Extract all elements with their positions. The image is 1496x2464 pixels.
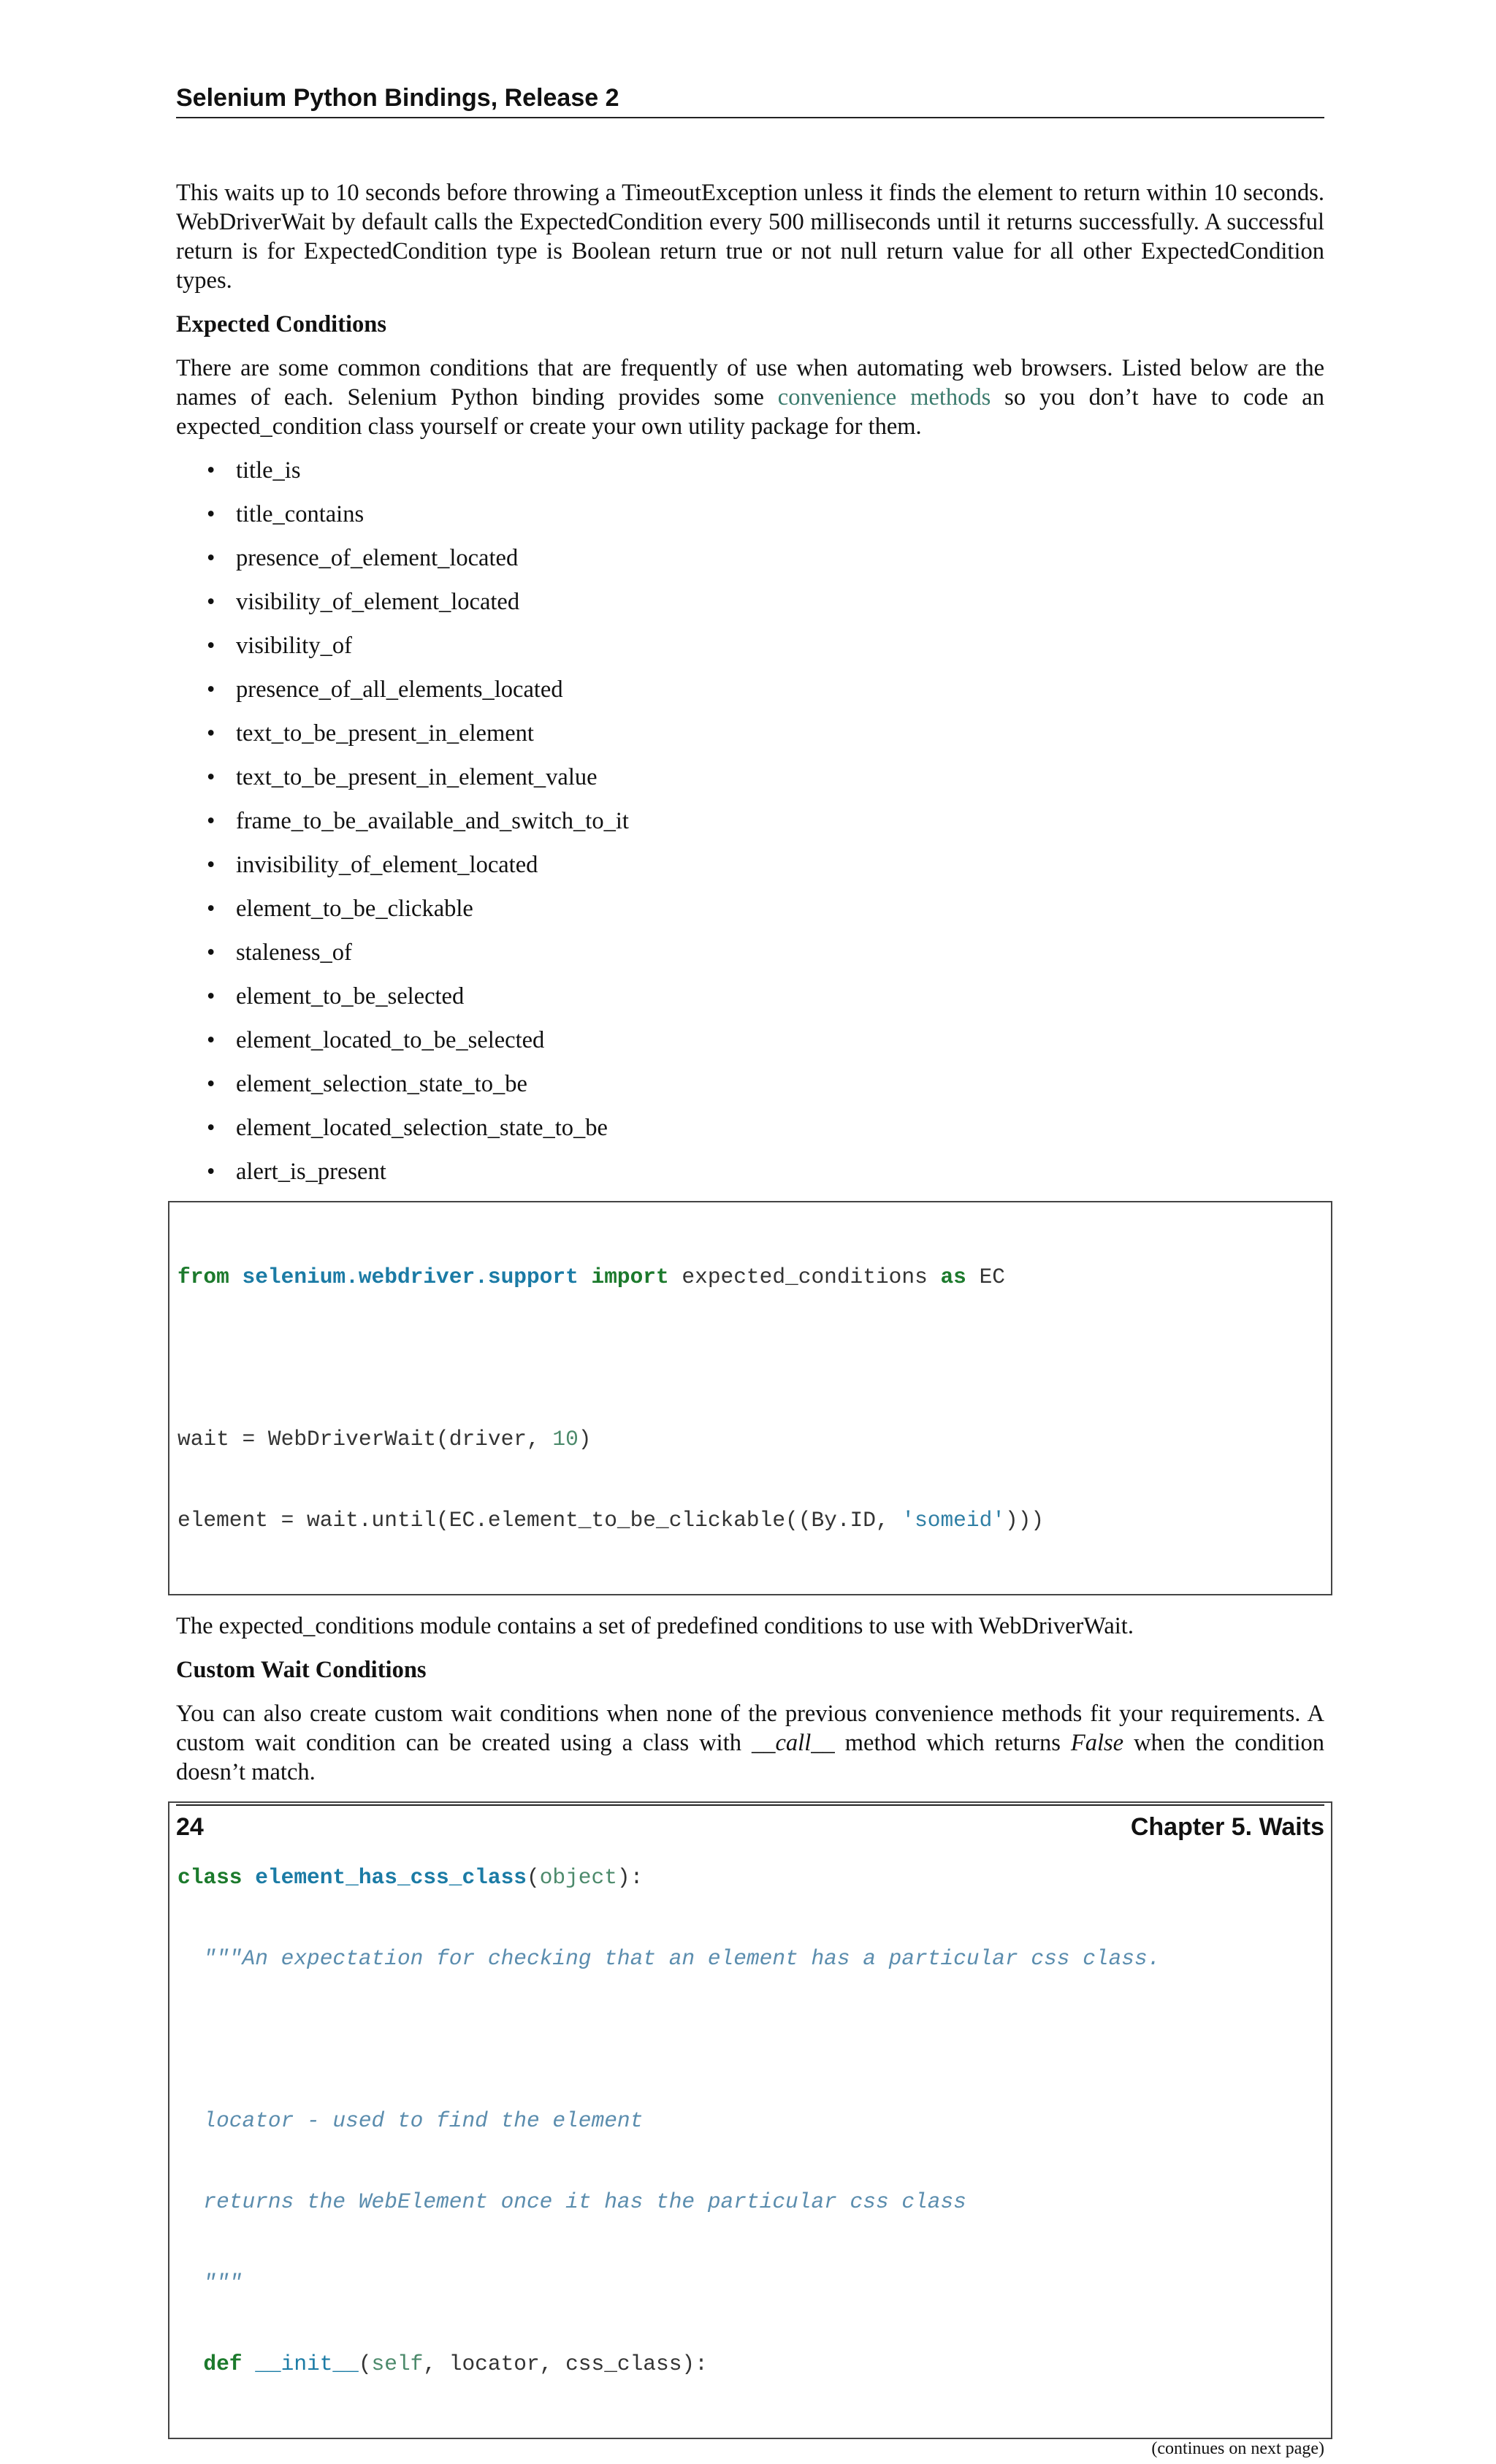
list-item — [207, 500, 1324, 529]
code-docstring-line: returns the WebElement once it has the particular css class — [178, 2189, 966, 2214]
after-code-paragraph: The expected_conditions module contains a set of predefined conditions to use with WebDriverWait. — [176, 1613, 1134, 1639]
code-text: wait = WebDriverWait(driver, — [178, 1427, 553, 1452]
bullet-marker: • — [207, 1027, 215, 1053]
intro-paragraph: This waits up to 10 seconds before throwing a TimeoutException unless it finds the element to return within 10 seconds. WebDriverWait by default calls the ExpectedCondition every 500 milliseconds until it returns successfully. A successful return is for ExpectedCondition type is Boolean return true or not null return value for all other ExpectedCondition types. — [176, 180, 1324, 294]
bullet-marker: • — [207, 896, 215, 922]
continues-row — [176, 2439, 1324, 2464]
list-item-text: element_selection_state_to_be — [236, 1071, 527, 1097]
bullet-marker: • — [207, 501, 215, 527]
bullet-marker: • — [207, 852, 215, 878]
code-keyword: as — [940, 1265, 966, 1289]
list-item — [207, 806, 1324, 836]
bullet-marker: • — [207, 1159, 215, 1185]
code-docstring-line: """An expectation for checking that an element has a particular css class. — [178, 1946, 1161, 1971]
paragraph-text: There are some common conditions that are frequently of use when automating web browsers. Listed below are the names of each. Selenium Python binding provides some — [176, 355, 1324, 411]
running-header — [176, 82, 1324, 118]
list-item — [207, 1113, 1324, 1143]
custom-wait-paragraph — [176, 1699, 1324, 1787]
expected-conditions-paragraph — [176, 354, 1324, 441]
code-blank-line — [178, 2026, 1323, 2053]
page-number: 24 — [176, 1813, 204, 1841]
paragraph-text: method which returns — [834, 1730, 1071, 1756]
bullet-marker: • — [207, 983, 215, 1010]
list-item — [207, 675, 1324, 704]
list-item-text: element_located_to_be_selected — [236, 1027, 545, 1053]
code-keyword: class — [178, 1865, 243, 1890]
code-docstring-line: locator - used to find the element — [178, 2108, 644, 2133]
code-line — [178, 2351, 1323, 2378]
code-docstring-line: """ — [178, 2270, 243, 2295]
bullet-marker: • — [207, 545, 215, 571]
list-item-text: visibility_of — [236, 633, 352, 659]
bullet-marker: • — [207, 676, 215, 703]
code-function-name: __init__ — [255, 2352, 359, 2376]
code-builtin: self — [371, 2352, 424, 2376]
paragraph-text: so you don’t have to code an expected_condition class yourself or create your own utility package for them. — [176, 384, 1324, 440]
list-item-text: element_to_be_clickable — [236, 896, 473, 922]
list-item — [207, 1069, 1324, 1099]
list-item — [207, 631, 1324, 660]
code-text: ): — [617, 1865, 644, 1890]
code-block-custom-class — [168, 1801, 1332, 2439]
paragraph-text: when the condition doesn’t match. — [176, 1730, 1324, 1785]
bullet-marker: • — [207, 1071, 215, 1097]
bullet-marker: • — [207, 589, 215, 615]
code-class-name: element_has_css_class — [255, 1865, 527, 1890]
list-item-text: presence_of_element_located — [236, 545, 519, 571]
convenience-methods-link[interactable]: convenience methods — [777, 384, 991, 411]
list-item-text: element_located_selection_state_to_be — [236, 1115, 608, 1141]
custom-wait-heading: Custom Wait Conditions — [176, 1657, 427, 1683]
list-item-text: presence_of_all_elements_located — [236, 676, 563, 703]
code-indent — [178, 2352, 203, 2376]
bullet-marker: • — [207, 764, 215, 790]
bullet-marker: • — [207, 1115, 215, 1141]
list-item — [207, 1026, 1324, 1055]
list-item — [207, 719, 1324, 748]
list-item — [207, 982, 1324, 1011]
code-identifier: expected_conditions — [682, 1265, 928, 1289]
code-module: selenium.webdriver.support — [242, 1265, 579, 1289]
list-item — [207, 1157, 1324, 1186]
code-keyword: def — [203, 2352, 243, 2376]
list-item-text: text_to_be_present_in_element — [236, 720, 534, 747]
bullet-marker: • — [207, 457, 215, 484]
chapter-title: Chapter 5. Waits — [1130, 1813, 1324, 1841]
code-text: , locator, css_class): — [423, 2352, 708, 2376]
bullet-marker: • — [207, 633, 215, 659]
list-item-text: title_contains — [236, 501, 365, 527]
main-content — [176, 178, 1324, 2464]
code-keyword: from — [178, 1265, 229, 1289]
list-item-text: staleness_of — [236, 939, 352, 966]
list-item-text: title_is — [236, 457, 301, 484]
code-text: ) — [578, 1427, 592, 1452]
expected-conditions-heading: Expected Conditions — [176, 311, 387, 337]
list-item-text: visibility_of_element_located — [236, 589, 520, 615]
list-item — [207, 456, 1324, 485]
paragraph-text: You can also create custom wait conditions when none of the previous convenience methods fit your requirements. A custom wait condition can be created using a class with — [176, 1701, 1324, 1756]
call-method-emphasis: __call__ — [752, 1730, 835, 1756]
code-keyword: import — [591, 1265, 669, 1289]
list-item-text: alert_is_present — [236, 1159, 386, 1185]
bullet-marker: • — [207, 939, 215, 966]
code-string: 'someid' — [901, 1508, 1005, 1533]
continues-note: (continues on next page) — [1151, 2439, 1324, 2458]
list-item-text: element_to_be_selected — [236, 983, 465, 1010]
list-item — [207, 850, 1324, 880]
code-line — [178, 1864, 1323, 1891]
code-number: 10 — [552, 1427, 579, 1452]
running-footer — [176, 1804, 1324, 1850]
list-item — [207, 763, 1324, 792]
header-title: Selenium Python Bindings, Release 2 — [176, 84, 619, 112]
code-text: element = wait.until(EC.element_to_be_clickable((By.ID, — [178, 1508, 902, 1533]
code-text: ( — [526, 1865, 540, 1890]
list-item — [207, 938, 1324, 967]
code-blank-line — [178, 1345, 1323, 1372]
list-item — [207, 587, 1324, 617]
code-line — [178, 1507, 1323, 1534]
code-text: ( — [358, 2352, 372, 2376]
code-block-expected-conditions — [168, 1201, 1332, 1595]
list-item-text: invisibility_of_element_located — [236, 852, 538, 878]
list-item — [207, 543, 1324, 573]
code-text: ))) — [1005, 1508, 1045, 1533]
list-item — [207, 894, 1324, 923]
code-builtin: object — [539, 1865, 617, 1890]
false-emphasis: False — [1070, 1730, 1124, 1756]
expected-conditions-list — [176, 456, 1324, 1186]
code-line — [178, 1426, 1323, 1453]
list-item-text: text_to_be_present_in_element_value — [236, 764, 598, 790]
bullet-marker: • — [207, 808, 215, 834]
bullet-marker: • — [207, 720, 215, 747]
list-item-text: frame_to_be_available_and_switch_to_it — [236, 808, 629, 834]
code-line — [178, 1264, 1323, 1291]
code-identifier: EC — [979, 1265, 1005, 1289]
